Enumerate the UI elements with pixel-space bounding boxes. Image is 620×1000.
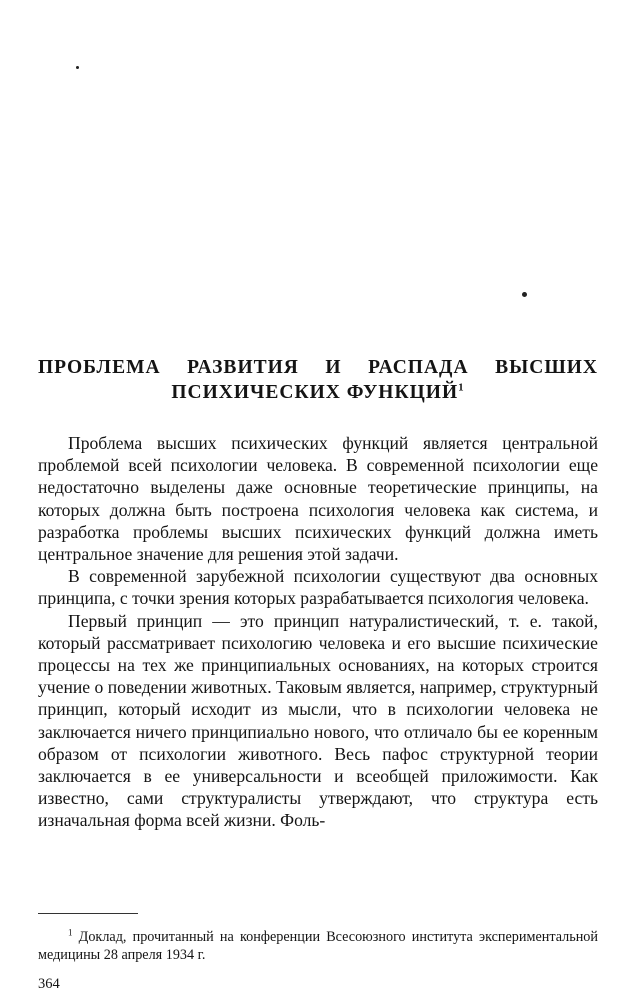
page-number: 364 bbox=[38, 976, 60, 992]
footnote-reference: 1 bbox=[458, 381, 465, 394]
footnote-mark: 1 bbox=[68, 927, 73, 938]
paragraph-3: Первый принцип — это принцип натуралистический, т. е. такой, который рассматривает психологию человека и его высшие психические процессы на тех же принципиальных основаниях, на которых строится учение о поведении животных. Таковым является, например, структурный принцип, который исходит из мысли, что в психологии человека не заключается ничего принципиально нового, что отличало бы ее коренным образом от психологии животного. Весь пафос структурной теории заключается в ее универсальности и всеобщей приложимости. Как известно, сами структуралисты утверждают, что структура есть изначальная форма всей жизни. Фоль- bbox=[38, 610, 598, 831]
print-speck bbox=[76, 66, 79, 69]
paragraph-1: Проблема высших психических функций является центральной проблемой всей психологии человека. В современной психологии еще недостаточно выделены даже основные теоретические принципы, на которых должна быть построена психология человека как система, и разработка проблемы высших психических функций должна иметь центральное значение для решения этой задачи. bbox=[38, 433, 598, 565]
footnote-text: Доклад, прочитанный на конференции Всесоюзного института экспериментальной медицины 28 апреля 1934 г. bbox=[38, 929, 598, 964]
print-speck bbox=[522, 292, 527, 297]
chapter-title-line-1: ПРОБЛЕМА РАЗВИТИЯ И РАСПАДА ВЫСШИХ bbox=[38, 357, 598, 378]
chapter-title-line-2 bbox=[38, 380, 598, 405]
chapter-title bbox=[38, 355, 598, 405]
paragraph-2: В современной зарубежной психологии существуют два основных принципа, с точки зрения которых разрабатывается психология человека. bbox=[38, 566, 598, 609]
footnote bbox=[38, 928, 598, 965]
chapter-title-text: ПСИХИЧЕСКИХ ФУНКЦИЙ bbox=[171, 382, 459, 403]
body-text bbox=[38, 432, 598, 832]
footnote-divider bbox=[38, 913, 138, 914]
